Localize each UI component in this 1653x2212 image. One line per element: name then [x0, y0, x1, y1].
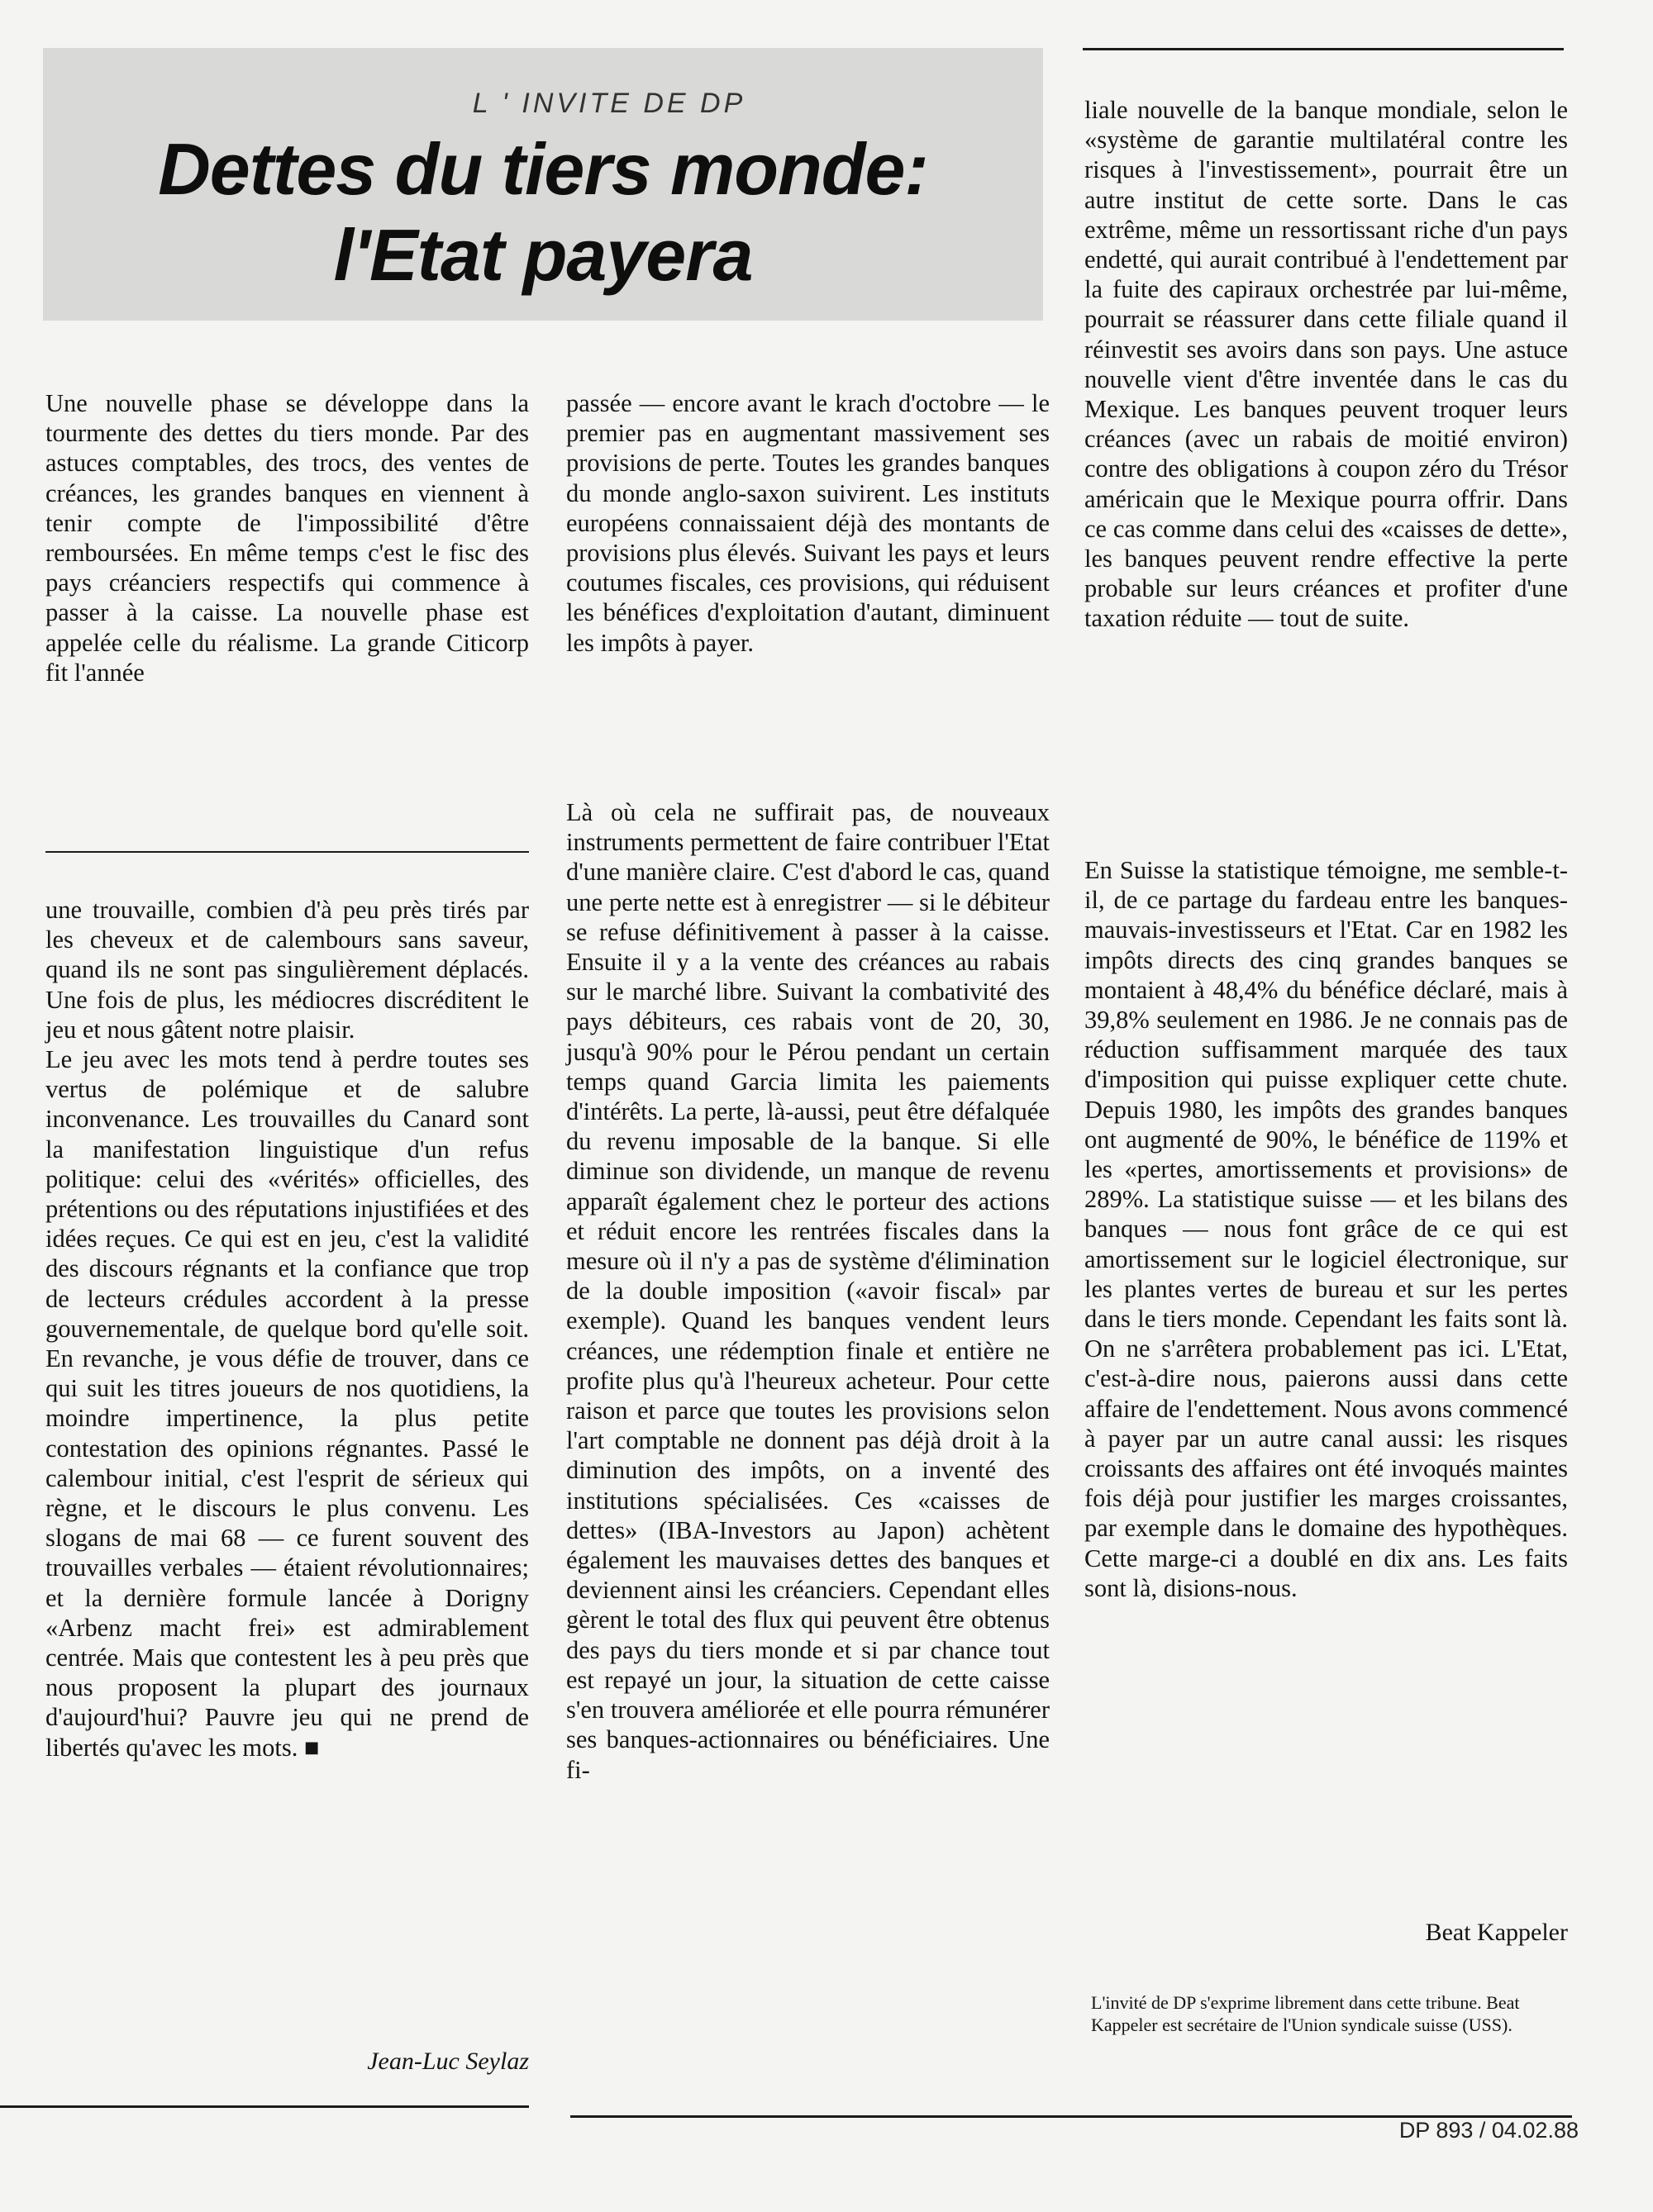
author-signature-1: Beat Kappeler	[1425, 1919, 1568, 1946]
column1-separator	[45, 851, 529, 853]
article-col3-top	[1084, 95, 1568, 634]
paragraph: passée — encore avant le krach d'octobre — le premier pas en augmentant massivement ses provisions de perte. Toutes les grandes banques du monde anglo-saxon suivirent. Les instituts européens connaissaient déjà des montants de provisions plus élevés. Suivant les pays et leurs coutumes fiscales, ces provisions, qui réduisent les bénéfices d'exploitation d'autant, diminuent les impôts à payer.	[566, 389, 1050, 657]
author-note: L'invité de DP s'exprime librement dans cette tribune. Beat Kappeler est secrétaire de l'Union syndicale suisse (USS).	[1091, 1992, 1520, 2035]
headline-line-2: l'Etat payera	[333, 214, 753, 296]
paragraph: Là où cela ne suffirait pas, de nouveaux instruments permettent de faire contribuer l'Etat d'une manière claire. C'est d'abord le cas, quand une perte nette est à enregistrer — si le débiteur se refuse définitivement à passer à la caisse. Ensuite il y a la vente des créances au rabais sur le marché libre. Suivant la combativité des pays débiteurs, ces rabais vont de 20, 30, jusqu'à 90% pour le Pérou pendant un certain temps quand Garcia limita les paiements d'intérêts. La perte, là-aussi, peut être défalquée du revenu imposable de la banque. Si elle diminue son dividende, un manque de revenu apparaît également chez le porteur des actions et réduit encore les rentrées fiscales dans la mesure où il n'y a pas de système d'élimination de la double imposition («avoir fiscal» par exemple). Quand les banques vendent leurs créances, une rédemption finale et entière ne profite plus qu'à l'heureux acheteur. Pour cette raison et parce que toutes les provisions selon l'art comptable ne donnent pas déjà droit à la diminution des impôts, on a inventé des institutions spécialisées. Ces «caisses de dettes» (IBA-Investors au Japon) achètent également les mauvaises dettes des banques et deviennent ainsi les créanciers. Cependant elles gèrent le total des flux qui peuvent être obtenus des pays du tiers monde et si par chance tout est repayé un jour, la situation de cette caisse s'en trouvera améliorée et elle pourra rémunérer ses banques-actionnaires ou bénéficiaires. Une fi-	[566, 798, 1050, 1784]
issue-reference: DP 893 / 04.02.88	[1398, 2118, 1579, 2143]
bottom-rule-left	[0, 2105, 529, 2108]
article-col2-main	[566, 797, 1050, 1785]
paragraph: Une nouvelle phase se développe dans la tourmente des dettes du tiers monde. Par des astuces comptables, des trocs, des ventes de créances, les grandes banques en viennent à tenir compte de l'impossibilité d'être remboursées. En même temps c'est le fisc des pays créanciers respectifs qui commence à passer à la caisse. La nouvelle phase est appelée celle du réalisme. La grande Citicorp fit l'année	[45, 389, 529, 687]
paragraph: Le jeu avec les mots tend à perdre toutes ses vertus de polémique et de salubre inconvenance. Les trouvailles du Canard sont la manifestation linguistique d'un refus politique: celui des «vérités» officielles, des prétentions ou des réputations injustifiées et des idées reçues. Ce qui est en jeu, c'est la validité des discours régnants et la confiance que trop de lecteurs crédules accordent à la presse gouvernementale, de quelque bord qu'elle soit. En revanche, je vous défie de trouver, dans ce qui suit les titres joueurs de nos quotidiens, la moindre impertinence, la plus petite contestation des opinions régnantes. Passé le calembour initial, c'est l'esprit de sérieux qui règne, et le discours le plus convenu. Les slogans de mai 68 — ce furent souvent des trouvailles verbales — étaient révolutionnaires; et la dernière formule lancée à Dorigny «Arbenz macht frei» est admirablement centrée. Mais que contestent les à peu près que nous proposent la plupart des journaux d'aujourd'hui? Pauvre jeu qui ne prend de libertés qu'avec les mots. ■	[45, 1045, 529, 1762]
article-col1-top	[45, 388, 529, 687]
headline	[43, 126, 1043, 298]
headline-line-1: Dettes du tiers monde:	[158, 128, 928, 210]
title-block	[43, 48, 1043, 321]
author-signature-2: Jean-Luc Seylaz	[367, 2048, 529, 2075]
article-col2-top	[566, 388, 1050, 658]
article2-col	[45, 895, 529, 1762]
paragraph: En Suisse la statistique témoigne, me semble-t-il, de ce partage du fardeau entre les banques-mauvais-investisseurs et l'Etat. Car en 1982 les impôts directs des cinq grandes banques se montaient à 48,4% du bénéfice déclaré, mais à 39,8% seulement en 1986. Je ne connais pas de réduction suffisamment marquée des taux d'imposition qui puisse expliquer cette chute. Depuis 1980, les impôts des grandes banques ont augmenté de 90%, le bénéfice de 119% et les «pertes, amortissements et provisions» de 289%. La statistique suisse — et les bilans des banques — nous font grâce de ce qui est amortissement sur le logiciel électronique, sur les plantes vertes de bureau et sur les pertes dans le tiers monde. Cependant les faits sont là. On ne s'arrêtera probablement pas ici. L'Etat, c'est-à-dire nous, paierons aussi dans cette affaire de l'endettement. Nous avons commencé à payer par un autre canal aussi: les risques croissants des affaires ont été invoqués maintes fois déjà pour justifier les marges croissantes, par exemple dans le domaine des hypothèques. Cette marge-ci a doublé en dix ans. Les faits sont là, disions-nous.	[1084, 856, 1568, 1602]
top-right-rule	[1083, 48, 1564, 50]
article-col3-main	[1084, 855, 1568, 1603]
paragraph: liale nouvelle de la banque mondiale, selon le «système de garantie multilatéral contre les risques à l'investissement», pourrait être un autre institut de cette sorte. Dans le cas extrême, même un ressortissant riche d'un pays endetté, qui aurait contribué à l'endettement par la fuite des capiraux orchestrée par lui-même, pourrait se réassurer dans cette filiale quand il réinvestit ses avoirs dans son pays. Une astuce nouvelle vient d'être inventée dans le cas du Mexique. Les banques peuvent troquer leurs créances (avec un rabais de moitié environ) contre des obligations à coupon zéro du Trésor américain que le Mexique pourra offrir. Dans ce cas comme dans celui des «caisses de dette», les banques peuvent rendre effective la perte probable sur leurs créances et profiter d'une taxation réduite — tout de suite.	[1084, 96, 1568, 633]
paragraph: une trouvaille, combien d'à peu près tirés par les cheveux et de calembours sans saveur, quand ils ne sont pas singulièrement déplacés. Une fois de plus, les médiocres discréditent le jeu et nous gâtent notre plaisir.	[45, 896, 529, 1044]
section-kicker: L ' INVITE DE DP	[472, 88, 746, 119]
